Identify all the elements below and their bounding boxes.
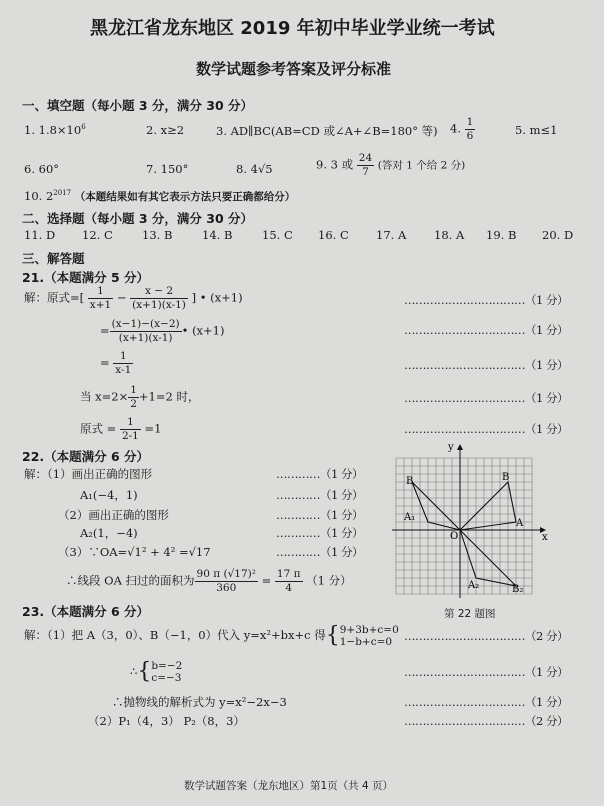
q22-line-5: （3）∵OA=√1² + 4² =√17 bbox=[58, 545, 211, 559]
q22-line-1: 解：（1）画出正确的图形 bbox=[24, 467, 153, 481]
choice-answer: 13. B bbox=[142, 228, 173, 242]
q23-line-3: ∴抛物线的解析式为 y=x²−2x−3 bbox=[112, 695, 287, 709]
q23-score: ……………………………（2 分） bbox=[404, 629, 568, 643]
label-B1: B bbox=[406, 476, 414, 487]
choice-answer: 14. B bbox=[202, 228, 233, 242]
q23-score: ……………………………（2 分） bbox=[404, 714, 568, 728]
q21-line-2: = $\frac{(x-1)-(x-2)}{(x+1)(x-1)}$ • (x+1) bbox=[100, 318, 225, 344]
q22-score: …………（1 分） bbox=[276, 488, 363, 502]
q23-score: ……………………………（1 分） bbox=[404, 665, 568, 679]
q21-line-1: 解：原式=[ $\frac{1}{x+1}$ − $\frac{x - 2}{(x+1)(x-1)}$ ] • (x+1) bbox=[24, 285, 243, 311]
label-A2: A₂ bbox=[468, 580, 480, 591]
figure-lines bbox=[412, 482, 516, 586]
answer-9: 9. 3 或 $\frac{24}{7}$ (答对 1 个给 2 分) bbox=[316, 152, 466, 178]
q21-line-5: 原式 = $\frac{1}{2-1}$ =1 bbox=[80, 416, 162, 442]
exam-subtitle: 数学试题参考答案及评分标准 bbox=[196, 60, 392, 78]
q22-line-6: ∴线段 OA 扫过的面积为 $\frac{\text{90 π (√17)²}}{360}$ = $\frac{17 \pi}{4}$ （1 分） bbox=[66, 568, 352, 594]
answer-2: 2. x≥2 bbox=[146, 123, 185, 137]
choice-answer: 11. D bbox=[24, 228, 56, 242]
choice-answer: 18. A bbox=[434, 228, 465, 242]
q23-line-4: （2）P₁（4，3） P₂（8，3） bbox=[88, 714, 245, 728]
label-x: x bbox=[542, 532, 548, 543]
q21-score: ……………………………（1 分） bbox=[404, 358, 568, 372]
section-solution-heading: 三、解答题 bbox=[22, 251, 85, 266]
choice-answer: 15. C bbox=[262, 228, 293, 242]
choice-answer: 19. B bbox=[486, 228, 517, 242]
q23-heading: 23.（本题满分 6 分） bbox=[22, 604, 150, 619]
section-choice-heading: 二、选择题（每小题 3 分，满分 30 分） bbox=[22, 211, 254, 226]
exam-title: 黑龙江省龙东地区 2019 年初中毕业学业统一考试 bbox=[90, 18, 495, 39]
q22-line-3: （2）画出正确的图形 bbox=[58, 508, 169, 522]
label-A: A bbox=[516, 518, 524, 529]
q22-line-4: A₂(1，−4) bbox=[80, 526, 138, 540]
choice-answer: 17. A bbox=[376, 228, 407, 242]
q22-score: …………（1 分） bbox=[276, 526, 363, 540]
q23-line-1: 解：（1）把 A（3，0）、B（−1，0）代入 y=x²+bx+c 得{ 9+3b+c=0 1−b+c=0 bbox=[24, 623, 399, 648]
q21-score: ……………………………（1 分） bbox=[404, 391, 568, 405]
answer-5: 5. m≤1 bbox=[515, 123, 558, 137]
q21-score: ……………………………（1 分） bbox=[404, 293, 568, 307]
section-fill-blank-heading: 一、填空题（每小题 3 分，满分 30 分） bbox=[22, 98, 254, 113]
page-footer: 数学试题答案（龙东地区）第1页（共 4 页） bbox=[184, 780, 394, 792]
q21-line-3: = $\frac{1}{x-1}$ bbox=[100, 350, 132, 376]
answer-1: 1. $1.8\times 10^6$ bbox=[24, 123, 86, 137]
q23-score: ……………………………（1 分） bbox=[404, 695, 568, 709]
q21-score: ……………………………（1 分） bbox=[404, 323, 568, 337]
label-B2: B₂ bbox=[512, 584, 524, 595]
answer-4: 4. $\frac{1}{6}$ bbox=[450, 116, 474, 142]
label-A1: A₁ bbox=[404, 512, 416, 523]
q21-score: ……………………………（1 分） bbox=[404, 422, 568, 436]
label-origin: O bbox=[450, 531, 459, 542]
choice-answer: 20. D bbox=[542, 228, 574, 242]
answer-6: 6. 60° bbox=[24, 162, 60, 176]
q22-line-2: A₁(−4，1) bbox=[80, 488, 138, 502]
y-axis-arrow-icon bbox=[457, 444, 463, 450]
answer-8: 8. 4√5 bbox=[236, 162, 273, 176]
q22-score: …………（1 分） bbox=[276, 467, 363, 481]
q21-line-4: 当 x=2× $\frac{1}{2}$ +1=2 时， bbox=[80, 384, 200, 410]
choice-answer: 12. C bbox=[82, 228, 113, 242]
choice-answer: 16. C bbox=[318, 228, 349, 242]
q22-figure bbox=[388, 440, 558, 608]
answer-3: 3. AD∥BC(AB=CD 或∠A+∠B=180° 等) bbox=[216, 124, 438, 138]
figure-caption: 第 22 题图 bbox=[444, 608, 496, 620]
label-y: y bbox=[448, 442, 454, 453]
q23-line-2: ∴{ b=−2 c=−3 bbox=[130, 659, 183, 684]
q22-score: …………（1 分） bbox=[276, 545, 363, 559]
q21-heading: 21.（本题满分 5 分） bbox=[22, 270, 150, 285]
answer-10: 10. $2^{2017}$ （本题结果如有其它表示方法只要正确都给分） bbox=[24, 189, 296, 203]
q22-heading: 22.（本题满分 6 分） bbox=[22, 449, 150, 464]
label-B: B bbox=[502, 472, 510, 483]
q22-score: …………（1 分） bbox=[276, 508, 363, 522]
answer-7: 7. 150° bbox=[146, 162, 189, 176]
